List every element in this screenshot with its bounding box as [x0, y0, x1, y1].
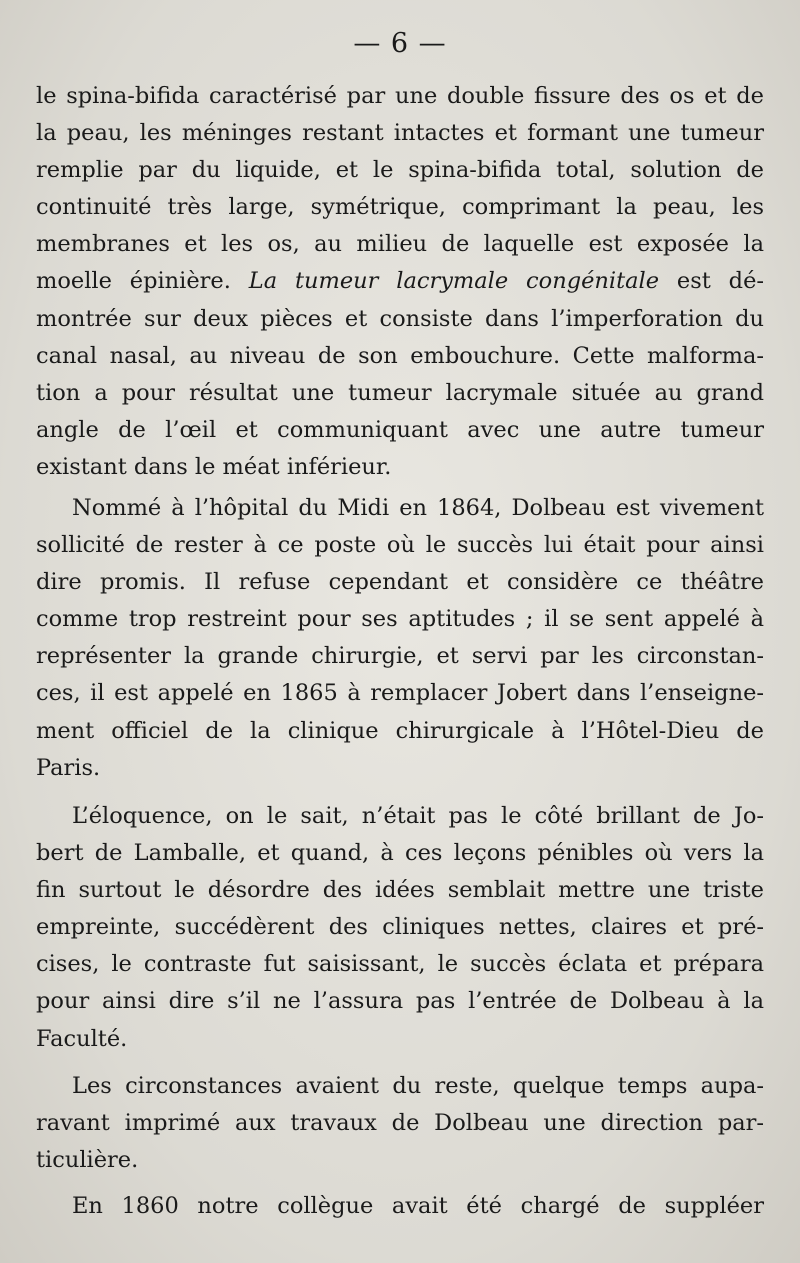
text-line: tion a pour résultat une tumeur lacrymale située au grand: [36, 379, 764, 406]
text-line: continuité très large, symétrique, comprimant la peau, les: [36, 194, 764, 221]
paragraph-3: [36, 798, 764, 1058]
paragraph-4: [36, 1068, 764, 1179]
text-line: bert de Lamballe, et quand, à ces leçons pénibles où vers la: [36, 840, 764, 867]
paragraph-5: [36, 1188, 764, 1225]
italic-phrase: La tumeur lacrymale congénitale: [248, 268, 660, 295]
text-line: dire promis. Il refuse cependant et considère ce théâtre: [36, 569, 764, 596]
text-line: pour ainsi dire s’il ne l’assura pas l’entrée de Dolbeau à la: [36, 988, 764, 1015]
text-line: sollicité de rester à ce poste où le succès lui était pour ainsi: [36, 532, 764, 559]
text-line: cises, le contraste fut saisissant, le succès éclata et prépara: [36, 951, 764, 978]
text-line: ces, il est appelé en 1865 à remplacer Jobert dans l’enseigne-: [36, 680, 764, 707]
text-line: représenter la grande chirurgie, et servi par les circonstan-: [36, 643, 764, 670]
page-number: — 6 —: [353, 28, 447, 59]
text-line: la peau, les méninges restant intactes et formant une tumeur: [36, 120, 764, 147]
text-line: Les circonstances avaient du reste, quelque temps aupa-: [72, 1073, 764, 1099]
text-line: montrée sur deux pièces et consiste dans l’imperforation du: [36, 305, 764, 332]
text-line: comme trop restreint pour ses aptitudes ; il se sent appelé à: [36, 606, 764, 633]
text-line: remplie par du liquide, et le spina-bifida total, solution de: [36, 157, 764, 184]
text-line: ment officiel de la clinique chirurgicale à l’Hôtel-Dieu de: [36, 717, 764, 744]
text-line: membranes et les os, au milieu de laquelle est exposée la: [36, 231, 764, 258]
paragraph-2: [36, 490, 764, 787]
text-line: Nommé à l’hôpital du Midi en 1864, Dolbeau est vivement: [72, 495, 764, 521]
text-line: En 1860 notre collègue avait été chargé de suppléer: [72, 1193, 764, 1219]
text-span: moelle épinière.: [36, 268, 249, 295]
text-line-mixed: [36, 263, 764, 300]
paragraph-1: [36, 78, 764, 486]
text-line: fin surtout le désordre des idées semblait mettre une triste: [36, 877, 764, 904]
text-line: le spina-bifida caractérisé par une double fissure des os et de: [36, 83, 764, 109]
text-line: canal nasal, au niveau de son embouchure. Cette malforma-: [36, 342, 764, 369]
text-line: empreinte, succédèrent des cliniques nettes, claires et pré-: [36, 914, 764, 941]
text-span: est dé-: [659, 268, 764, 295]
text-line: angle de l’œil et communiquant avec une autre tumeur: [36, 416, 764, 443]
text-line: ravant imprimé aux travaux de Dolbeau une direction par-: [36, 1110, 764, 1137]
text-line: ticulière.: [36, 1147, 139, 1174]
text-line: Faculté.: [36, 1025, 128, 1052]
text-line: existant dans le méat inférieur.: [36, 453, 392, 480]
text-line: L’éloquence, on le sait, n’était pas le côté brillant de Jo-: [72, 803, 764, 829]
text-line: Paris.: [36, 754, 101, 781]
